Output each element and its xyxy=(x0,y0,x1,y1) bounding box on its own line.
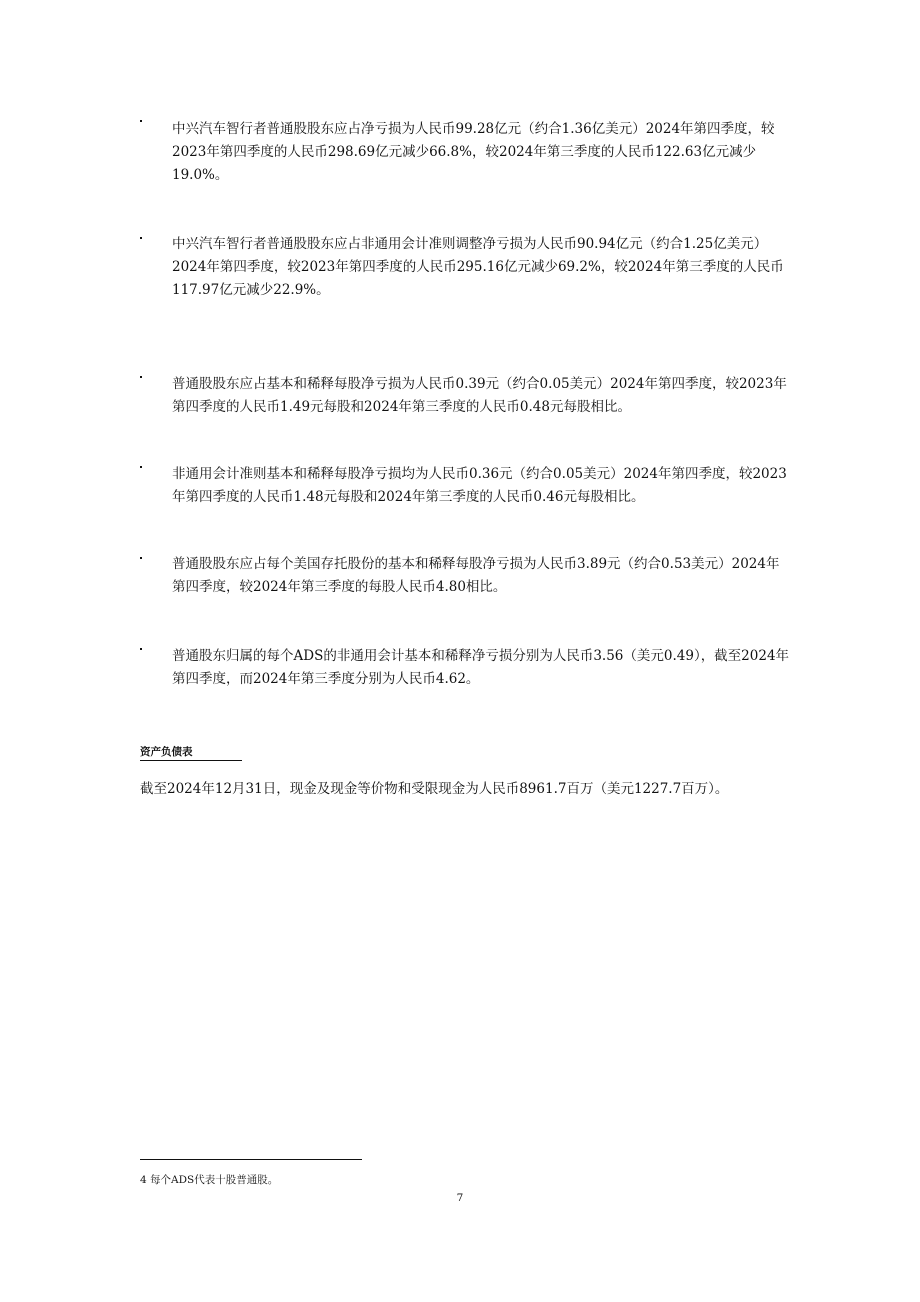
bullet-marker xyxy=(140,376,144,380)
footnote: 4 每个ADS代表十股普通股。 xyxy=(140,1174,279,1186)
bullet-paragraph: 普通股东归属的每个ADS的非通用会计基本和稀释净亏损分别为人民币3.56（美元0.49），截至2024年第四季度，而2024年第三季度分别为人民币4.62。 xyxy=(172,648,790,687)
bullet-marker xyxy=(140,557,144,561)
bullet-paragraph: 非通用会计准则基本和稀释每股净亏损均为人民币0.36元（约合0.05美元）2024年第四季度，较2023年第四季度的人民币1.48元每股和2024年第三季度的人民币0.46元每股相比。 xyxy=(172,466,787,505)
bullet-paragraph: 普通股股东应占每个美国存托股份的基本和稀释每股净亏损为人民币3.89元（约合0.53美元）2024年第四季度，较2024年第三季度的每股人民币4.80相比。 xyxy=(172,556,780,595)
bullet-paragraph: 普通股股东应占基本和稀释每股净亏损为人民币0.39元（约合0.05美元）2024年第四季度，较2023年第四季度的人民币1.49元每股和2024年第三季度的人民币0.48元每股相比。 xyxy=(172,376,787,415)
footnote-divider xyxy=(140,1159,362,1160)
section-body-text: 截至2024年12月31日，现金及现金等价物和受限现金为人民币8961.7百万（美元1227.7百万）。 xyxy=(140,781,729,797)
bullet-marker xyxy=(140,237,144,241)
page-number: 7 xyxy=(456,1192,464,1204)
bullet-marker xyxy=(140,466,144,470)
section-heading-balance-sheet: 资产负债表 xyxy=(140,744,242,761)
bullet-marker xyxy=(140,648,144,652)
bullet-paragraph: 中兴汽车智行者普通股股东应占净亏损为人民币99.28亿元（约合1.36亿美元）2024年第四季度，较2023年第四季度的人民币298.69亿元减少66.8%，较2024年第三季度的人民币122.63亿元减少19.0%。 xyxy=(172,121,775,183)
bullet-paragraph: 中兴汽车智行者普通股股东应占非通用会计准则调整净亏损为人民币90.94亿元（约合1.25亿美元）2024年第四季度，较2023年第四季度的人民币295.16亿元减少69.2%，较2024年第三季度的人民币117.97亿元减少22.9%。 xyxy=(172,236,784,298)
bullet-marker xyxy=(140,120,144,124)
